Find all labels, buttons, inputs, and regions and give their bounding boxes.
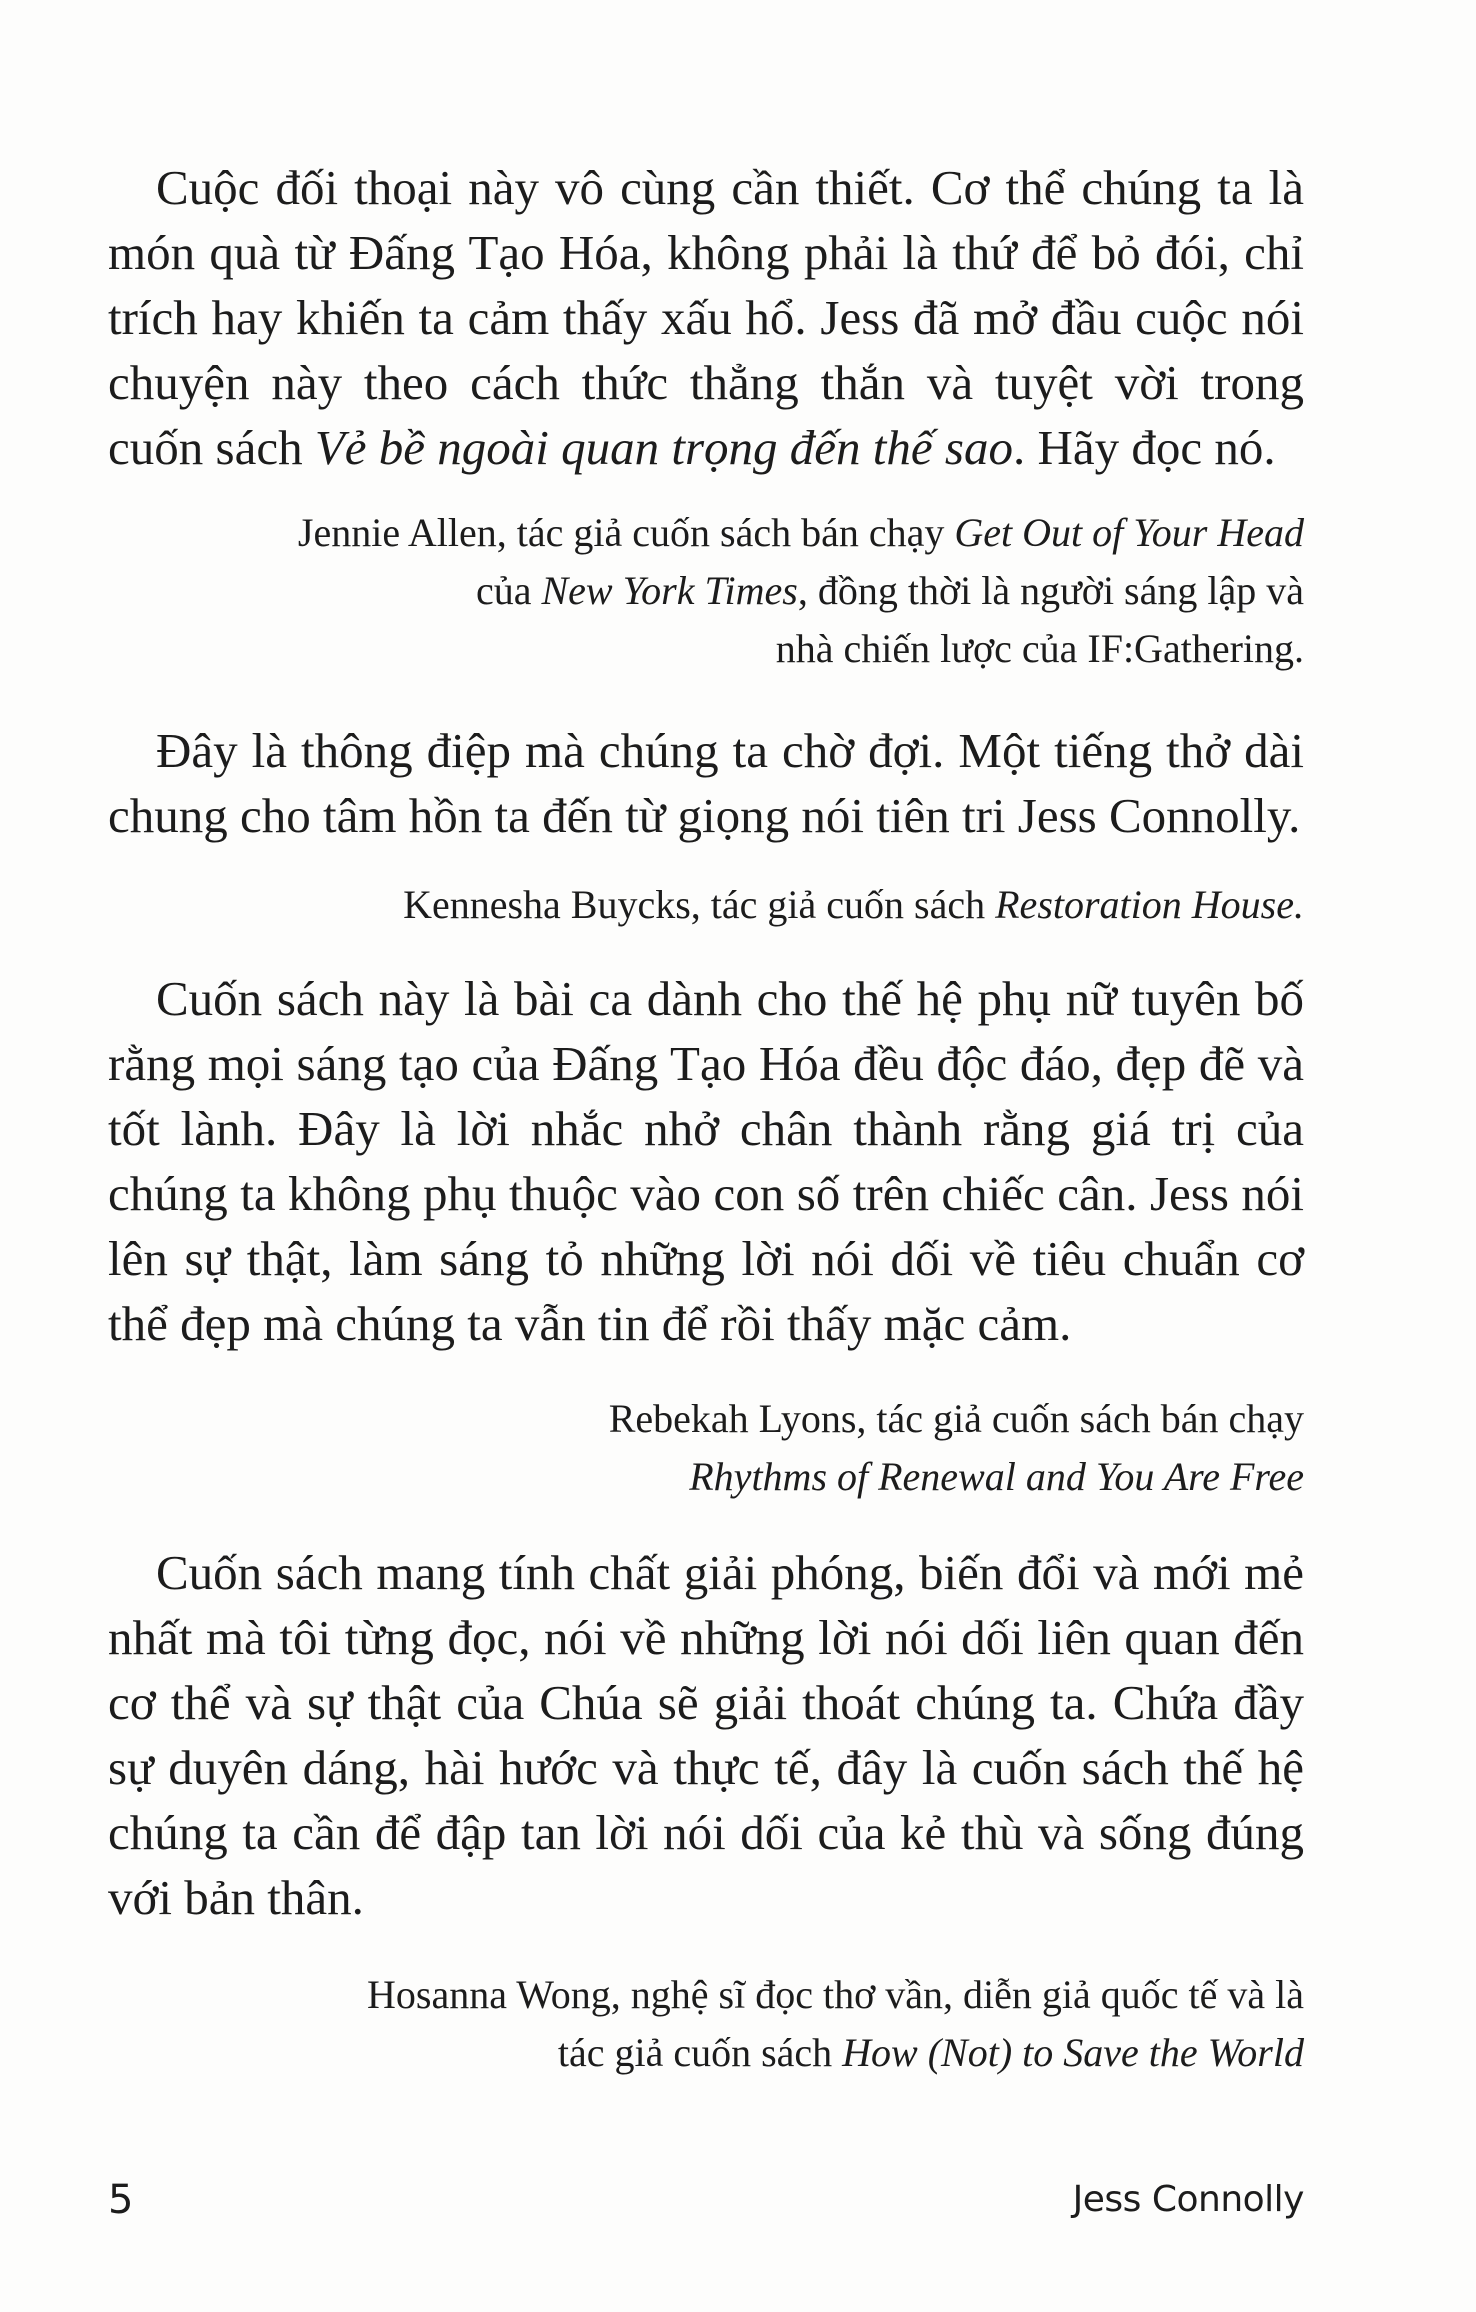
page-content (108, 155, 1304, 2082)
endorsement-attribution-4: Hosanna Wong, nghệ sĩ đọc thơ vần, diễn giả quốc tế và là tác giả cuốn sách How (Not) to Save the World (367, 1972, 1304, 2075)
endorsement-quote-2: Đây là thông điệp mà chúng ta chờ đợi. Một tiếng thở dài chung cho tâm hồn ta đến từ giọng nói tiên tri Jess Connolly. (108, 723, 1304, 843)
endorsement-quote-1: Cuộc đối thoại này vô cùng cần thiết. Cơ thể chúng ta là món quà từ Đấng Tạo Hóa, không phải là thứ để bỏ đói, chỉ trích hay khiến ta cảm thấy xấu hổ. Jess đã mở đầu cuộc nói chuyện này theo cách thức thẳng thắn và tuyệt vời trong cuốn sách Vẻ bề ngoài quan trọng đến thế sao. Hãy đọc nó. (108, 160, 1304, 475)
page-number: 5 (108, 2177, 134, 2223)
page-footer (108, 2170, 1304, 2230)
endorsement-quote-4: Cuốn sách mang tính chất giải phóng, biến đổi và mới mẻ nhất mà tôi từng đọc, nói về những lời nói dối liên quan đến cơ thể và sự thật của Chúa sẽ giải thoát chúng ta. Chứa đầy sự duyên dáng, hài hước và thực tế, đây là cuốn sách thế hệ chúng ta cần để đập tan lời nói dối của kẻ thù và sống đúng với bản thân. (108, 1545, 1304, 1925)
book-title: Vẻ bề ngoài quan trọng đến thế sao (314, 420, 1013, 475)
endorsement-attribution-3: Rebekah Lyons, tác giả cuốn sách bán chạy Rhythms of Renewal and You Are Free (608, 1396, 1304, 1499)
endorsement-attribution-2: Kennesha Buycks, tác giả cuốn sách Restoration House. (403, 882, 1304, 927)
running-head-author: Jess Connolly (1072, 2179, 1304, 2220)
endorsement-attribution-1: Jennie Allen, tác giả cuốn sách bán chạy Get Out of Your Head của New York Times, đồng thời là người sáng lập và nhà chiến lược của IF:Gathering. (297, 510, 1304, 671)
endorsement-quote-3: Cuốn sách này là bài ca dành cho thế hệ phụ nữ tuyên bố rằng mọi sáng tạo của Đấng Tạo Hóa đều độc đáo, đẹp đẽ và tốt lành. Đây là lời nhắc nhở chân thành rằng giá trị của chúng ta không phụ thuộc vào con số trên chiếc cân. Jess nói lên sự thật, làm sáng tỏ những lời nói dối về tiêu chuẩn cơ thể đẹp mà chúng ta vẫn tin để rồi thấy mặc cảm. (108, 971, 1304, 1351)
